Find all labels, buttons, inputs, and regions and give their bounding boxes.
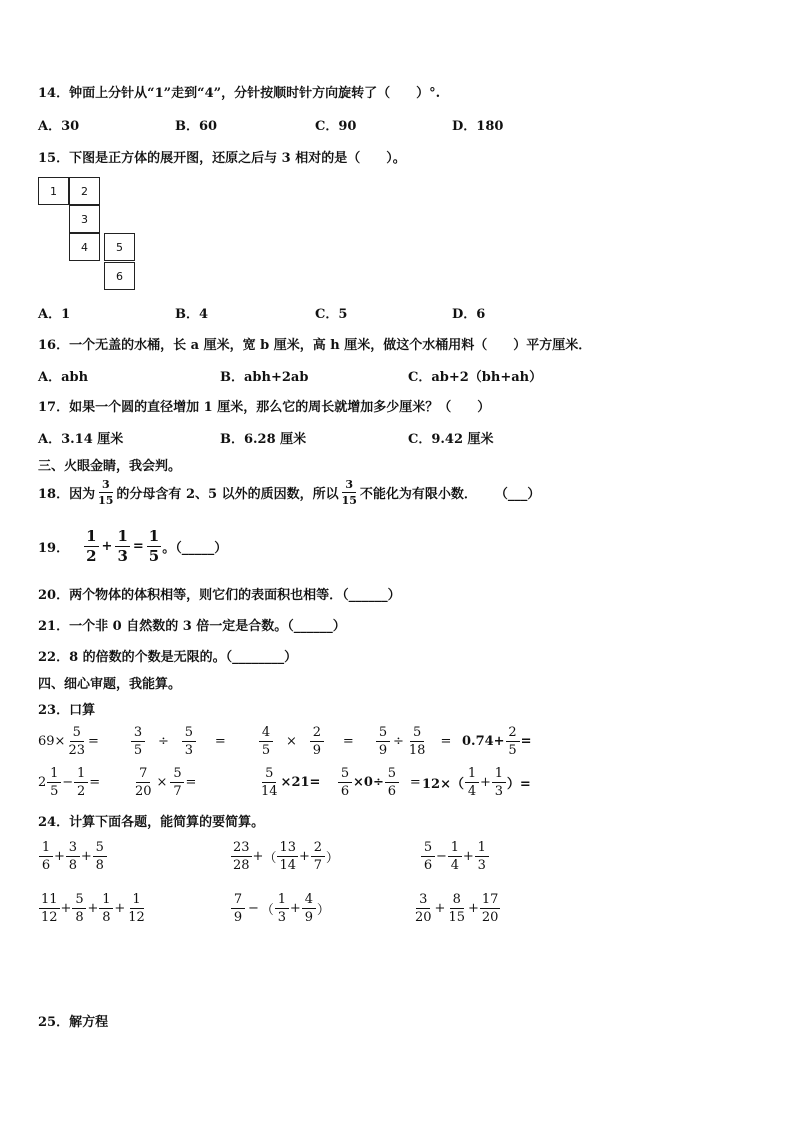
expr-text: = bbox=[89, 774, 101, 790]
fraction bbox=[47, 767, 61, 798]
q15-option-c: C．5 bbox=[315, 307, 348, 322]
net-cell-5: 5 bbox=[104, 233, 135, 261]
frac-num: 17 bbox=[481, 891, 499, 907]
q23-r1-e1 bbox=[38, 722, 99, 760]
equals-sign: = bbox=[132, 538, 144, 554]
q15-option-d: D．6 bbox=[452, 307, 486, 322]
fraction bbox=[126, 893, 147, 924]
expr-text: 0.74+ bbox=[462, 733, 505, 749]
expr-text: = bbox=[185, 774, 197, 790]
divide-sign: ÷ bbox=[393, 733, 404, 749]
frac-den: 12 bbox=[128, 909, 145, 925]
expr-text: = bbox=[409, 774, 421, 790]
frac-den: 28 bbox=[233, 857, 250, 873]
frac-num: 3 bbox=[131, 726, 145, 742]
q19-number: 19． bbox=[38, 540, 70, 556]
fraction bbox=[131, 726, 145, 757]
frac-num: 2 bbox=[310, 726, 324, 742]
frac-den: 8 bbox=[75, 909, 84, 925]
frac-den: 12 bbox=[41, 909, 58, 925]
frac-num: 3 bbox=[342, 479, 356, 493]
frac-den: 6 bbox=[387, 783, 396, 799]
expr-text: ×0÷ bbox=[353, 774, 384, 790]
minus-sign: − bbox=[62, 774, 74, 790]
net-cell-2: 2 bbox=[69, 177, 100, 205]
q17-option-b: B．6.28 厘米 bbox=[220, 432, 307, 447]
right-paren: ） bbox=[316, 902, 330, 918]
frac-num: 2 bbox=[506, 726, 520, 742]
plus-sign: + bbox=[479, 774, 491, 790]
plus-sign: + bbox=[252, 848, 264, 864]
q16-option-b: B．abh+2ab bbox=[220, 370, 309, 385]
plus-sign: + bbox=[468, 900, 479, 916]
q23-r2-e2 bbox=[132, 763, 196, 801]
expr-text: = bbox=[342, 733, 354, 749]
fraction bbox=[277, 841, 298, 872]
frac-num: 5 bbox=[262, 767, 276, 783]
frac-den: 18 bbox=[408, 742, 426, 758]
q19-fraction-c bbox=[147, 526, 161, 565]
frac-num: 1 bbox=[275, 893, 289, 909]
fraction bbox=[446, 893, 467, 924]
frac-den: 7 bbox=[313, 857, 323, 873]
q23-r2-e4 bbox=[337, 763, 421, 801]
frac-num: 1 bbox=[99, 893, 113, 909]
q19 bbox=[38, 524, 227, 568]
fraction bbox=[275, 893, 289, 924]
expr-text: 2 bbox=[38, 774, 47, 790]
section-3-heading: 三、火眼金睛，我会判。 bbox=[38, 459, 182, 474]
plus-sign: + bbox=[54, 848, 65, 864]
plus-sign: + bbox=[101, 538, 113, 554]
net-cell-6: 6 bbox=[104, 262, 135, 290]
fraction bbox=[413, 893, 434, 924]
frac-num: 1 bbox=[475, 841, 489, 857]
plus-sign: + bbox=[80, 848, 92, 864]
frac-num: 4 bbox=[259, 726, 273, 742]
fraction bbox=[170, 767, 184, 798]
expr-text: = bbox=[214, 733, 226, 749]
q14-option-a: A．30 bbox=[38, 119, 80, 134]
q24-problem-2 bbox=[230, 836, 339, 876]
frac-num: 23 bbox=[233, 839, 250, 855]
q14-option-d: D．180 bbox=[452, 119, 504, 134]
expr-text: = bbox=[440, 733, 452, 749]
frac-num: 5 bbox=[410, 726, 424, 742]
q14-stem: 14．钟面上分针从“1”走到“4”，分针按顺时针方向旋转了（ ）°. bbox=[38, 86, 441, 101]
fraction bbox=[259, 726, 273, 757]
q15-option-b: B．4 bbox=[175, 307, 209, 322]
fraction bbox=[99, 893, 113, 924]
left-paren: （ bbox=[260, 902, 274, 918]
frac-num: 1 bbox=[47, 767, 61, 783]
frac-num: 3 bbox=[66, 841, 80, 857]
frac-den: 4 bbox=[450, 857, 460, 873]
q17-option-a: A．3.14 厘米 bbox=[38, 432, 124, 447]
plus-sign: + bbox=[114, 900, 126, 916]
frac-num: 4 bbox=[302, 893, 316, 909]
frac-num: 5 bbox=[72, 893, 86, 909]
q14-option-b: B．60 bbox=[175, 119, 218, 134]
fraction bbox=[231, 841, 252, 872]
frac-num: 11 bbox=[41, 891, 58, 907]
q16-stem: 16．一个无盖的水桶，长 a 厘米，宽 b 厘米，高 h 厘米，做这个水桶用料（ ）平方厘米． bbox=[38, 338, 592, 353]
q17-stem: 17．如果一个圆的直径增加 1 厘米，那么它的周长就增加多少厘米？（ ） bbox=[38, 400, 491, 415]
frac-num: 1 bbox=[86, 526, 97, 545]
plus-sign: + bbox=[299, 848, 310, 864]
q19-fraction-a bbox=[84, 526, 98, 565]
fraction bbox=[311, 841, 325, 872]
frac-num: 5 bbox=[338, 767, 352, 783]
q14-option-c: C．90 bbox=[315, 119, 357, 134]
frac-den: 5 bbox=[148, 546, 160, 565]
q16-option-c: C．ab+2（bh+ah） bbox=[408, 370, 543, 385]
expr-text: = bbox=[87, 733, 99, 749]
frac-num: 5 bbox=[182, 726, 196, 742]
frac-num: 3 bbox=[416, 893, 430, 909]
frac-den: 9 bbox=[312, 742, 322, 758]
q24-problem-6 bbox=[412, 888, 501, 928]
left-paren: （ bbox=[263, 850, 277, 866]
frac-num: 7 bbox=[231, 893, 245, 909]
frac-num: 3 bbox=[99, 479, 113, 493]
q24-problem-4 bbox=[38, 888, 148, 928]
frac-den: 3 bbox=[117, 546, 128, 565]
fraction bbox=[506, 726, 520, 757]
net-cell-4: 4 bbox=[69, 233, 100, 261]
fraction bbox=[475, 841, 489, 872]
q24-problem-5 bbox=[230, 888, 330, 928]
q24-problem-1 bbox=[38, 836, 108, 876]
fraction bbox=[74, 767, 88, 798]
q25-label: 25．解方程 bbox=[38, 1015, 109, 1030]
q21-statement: 21．一个非 0 自然数的 3 倍一定是合数。（______） bbox=[38, 619, 346, 634]
frac-num: 5 bbox=[93, 841, 107, 857]
plus-sign: + bbox=[434, 900, 446, 916]
fraction bbox=[421, 841, 435, 872]
q18 bbox=[38, 474, 540, 510]
frac-num: 1 bbox=[39, 841, 53, 857]
right-paren: ） bbox=[325, 850, 339, 866]
frac-den: 4 bbox=[467, 783, 477, 799]
fraction bbox=[93, 841, 107, 872]
fraction bbox=[133, 767, 154, 798]
frac-den: 2 bbox=[86, 546, 97, 565]
frac-den: 14 bbox=[279, 857, 297, 873]
fraction bbox=[376, 726, 390, 757]
fraction bbox=[492, 767, 506, 798]
expr-text: ×21= bbox=[280, 774, 321, 790]
q16-option-a: A．abh bbox=[38, 370, 89, 385]
q15-option-a: A．1 bbox=[38, 307, 71, 322]
frac-num: 5 bbox=[385, 767, 399, 783]
frac-den: 3 bbox=[494, 783, 504, 799]
frac-den: 8 bbox=[95, 857, 104, 873]
fraction bbox=[182, 726, 196, 757]
frac-num: 1 bbox=[448, 841, 462, 857]
q18-answer-blank[interactable]: （___） bbox=[494, 486, 541, 502]
plus-sign: + bbox=[289, 900, 301, 916]
q18-fraction-2 bbox=[340, 479, 359, 506]
frac-num: 1 bbox=[465, 767, 479, 783]
frac-den: 5 bbox=[261, 742, 271, 758]
frac-num: 1 bbox=[492, 767, 506, 783]
frac-den: 20 bbox=[135, 783, 152, 799]
times-sign: × bbox=[286, 733, 297, 749]
frac-den: 9 bbox=[304, 909, 313, 925]
frac-den: 15 bbox=[341, 493, 357, 507]
q17-option-c: C．9.42 厘米 bbox=[408, 432, 494, 447]
minus-sign: − bbox=[436, 848, 447, 864]
q23-r2-e1 bbox=[38, 763, 100, 801]
frac-den: 3 bbox=[477, 857, 486, 873]
fraction bbox=[72, 893, 86, 924]
expr-text: 69× bbox=[38, 733, 66, 749]
frac-den: 20 bbox=[415, 909, 432, 925]
q18-text-2: 的分母含有 2、5 以外的质因数，所以 bbox=[116, 486, 339, 502]
q19-fraction-b bbox=[115, 526, 129, 565]
q23-r1-e3 bbox=[258, 722, 354, 760]
frac-num: 2 bbox=[311, 841, 325, 857]
q22-statement: 22．8 的倍数的个数是无限的。（________） bbox=[38, 650, 298, 665]
net-cell-3: 3 bbox=[69, 205, 100, 233]
plus-sign: + bbox=[87, 900, 99, 916]
frac-den: 15 bbox=[98, 493, 114, 507]
expr-text: 12×（ bbox=[422, 776, 464, 792]
q18-text-1: 因为 bbox=[69, 486, 96, 502]
frac-den: 3 bbox=[277, 909, 287, 925]
frac-den: 5 bbox=[508, 742, 517, 758]
minus-sign: − bbox=[248, 900, 259, 916]
q23-r1-e4 bbox=[375, 722, 451, 760]
plus-sign: + bbox=[60, 900, 72, 916]
frac-num: 1 bbox=[74, 767, 88, 783]
q15-stem: 15．下图是正方体的展开图，还原之后与 3 相对的是（ ）。 bbox=[38, 151, 406, 166]
q24-label: 24．计算下面各题，能简算的要简算。 bbox=[38, 815, 265, 830]
expr-text: ）= bbox=[506, 776, 531, 792]
frac-den: 8 bbox=[68, 857, 78, 873]
section-4-heading: 四、细心审题，我能算。 bbox=[38, 677, 182, 692]
divide-sign: ÷ bbox=[158, 733, 169, 749]
q24-problem-3 bbox=[420, 836, 490, 876]
fraction bbox=[39, 893, 60, 924]
frac-den: 15 bbox=[448, 909, 465, 925]
fraction bbox=[66, 841, 80, 872]
net-cell-1: 1 bbox=[38, 177, 69, 205]
q23-r2-e5 bbox=[422, 763, 531, 801]
frac-num: 1 bbox=[117, 526, 128, 545]
frac-den: 9 bbox=[378, 742, 388, 758]
times-sign: × bbox=[156, 774, 168, 790]
q23-label: 23．口算 bbox=[38, 703, 96, 718]
fraction bbox=[259, 767, 280, 798]
frac-den: 20 bbox=[481, 909, 499, 925]
q23-r1-e2 bbox=[130, 722, 226, 760]
frac-num: 7 bbox=[136, 767, 150, 783]
frac-num: 5 bbox=[421, 841, 435, 857]
frac-den: 5 bbox=[50, 783, 59, 799]
q19-answer-blank[interactable]: 。（_____） bbox=[162, 540, 228, 556]
frac-num: 5 bbox=[170, 767, 184, 783]
fraction bbox=[310, 726, 324, 757]
frac-num: 1 bbox=[130, 893, 144, 909]
frac-num: 13 bbox=[279, 839, 297, 855]
fraction bbox=[448, 841, 462, 872]
fraction bbox=[302, 893, 316, 924]
fraction bbox=[385, 767, 399, 798]
q23-r2-e3 bbox=[258, 763, 320, 801]
frac-den: 8 bbox=[102, 909, 111, 925]
fraction bbox=[465, 767, 479, 798]
frac-den: 7 bbox=[173, 783, 182, 799]
expr-text: = bbox=[520, 733, 532, 749]
q18-text-3: 不能化为有限小数． bbox=[359, 486, 477, 502]
frac-num: 5 bbox=[70, 726, 84, 742]
frac-num: 8 bbox=[450, 893, 464, 909]
fraction bbox=[231, 893, 245, 924]
fraction bbox=[66, 726, 87, 757]
fraction bbox=[480, 893, 501, 924]
frac-den: 23 bbox=[68, 742, 85, 758]
q18-number: 18． bbox=[38, 486, 70, 502]
frac-num: 5 bbox=[376, 726, 390, 742]
fraction bbox=[407, 726, 428, 757]
frac-den: 6 bbox=[41, 857, 51, 873]
frac-den: 9 bbox=[233, 909, 243, 925]
frac-num: 1 bbox=[148, 526, 160, 545]
frac-den: 14 bbox=[261, 783, 278, 799]
frac-den: 6 bbox=[423, 857, 433, 873]
plus-sign: + bbox=[462, 848, 474, 864]
frac-den: 2 bbox=[77, 783, 86, 799]
frac-den: 5 bbox=[133, 742, 143, 758]
fraction bbox=[39, 841, 53, 872]
fraction bbox=[338, 767, 352, 798]
q20-statement: 20．两个物体的体积相等，则它们的表面积也相等．（______） bbox=[38, 588, 401, 603]
q23-r1-e5 bbox=[462, 722, 531, 760]
q18-fraction-1 bbox=[96, 479, 115, 506]
frac-den: 6 bbox=[340, 783, 350, 799]
frac-den: 3 bbox=[184, 742, 194, 758]
